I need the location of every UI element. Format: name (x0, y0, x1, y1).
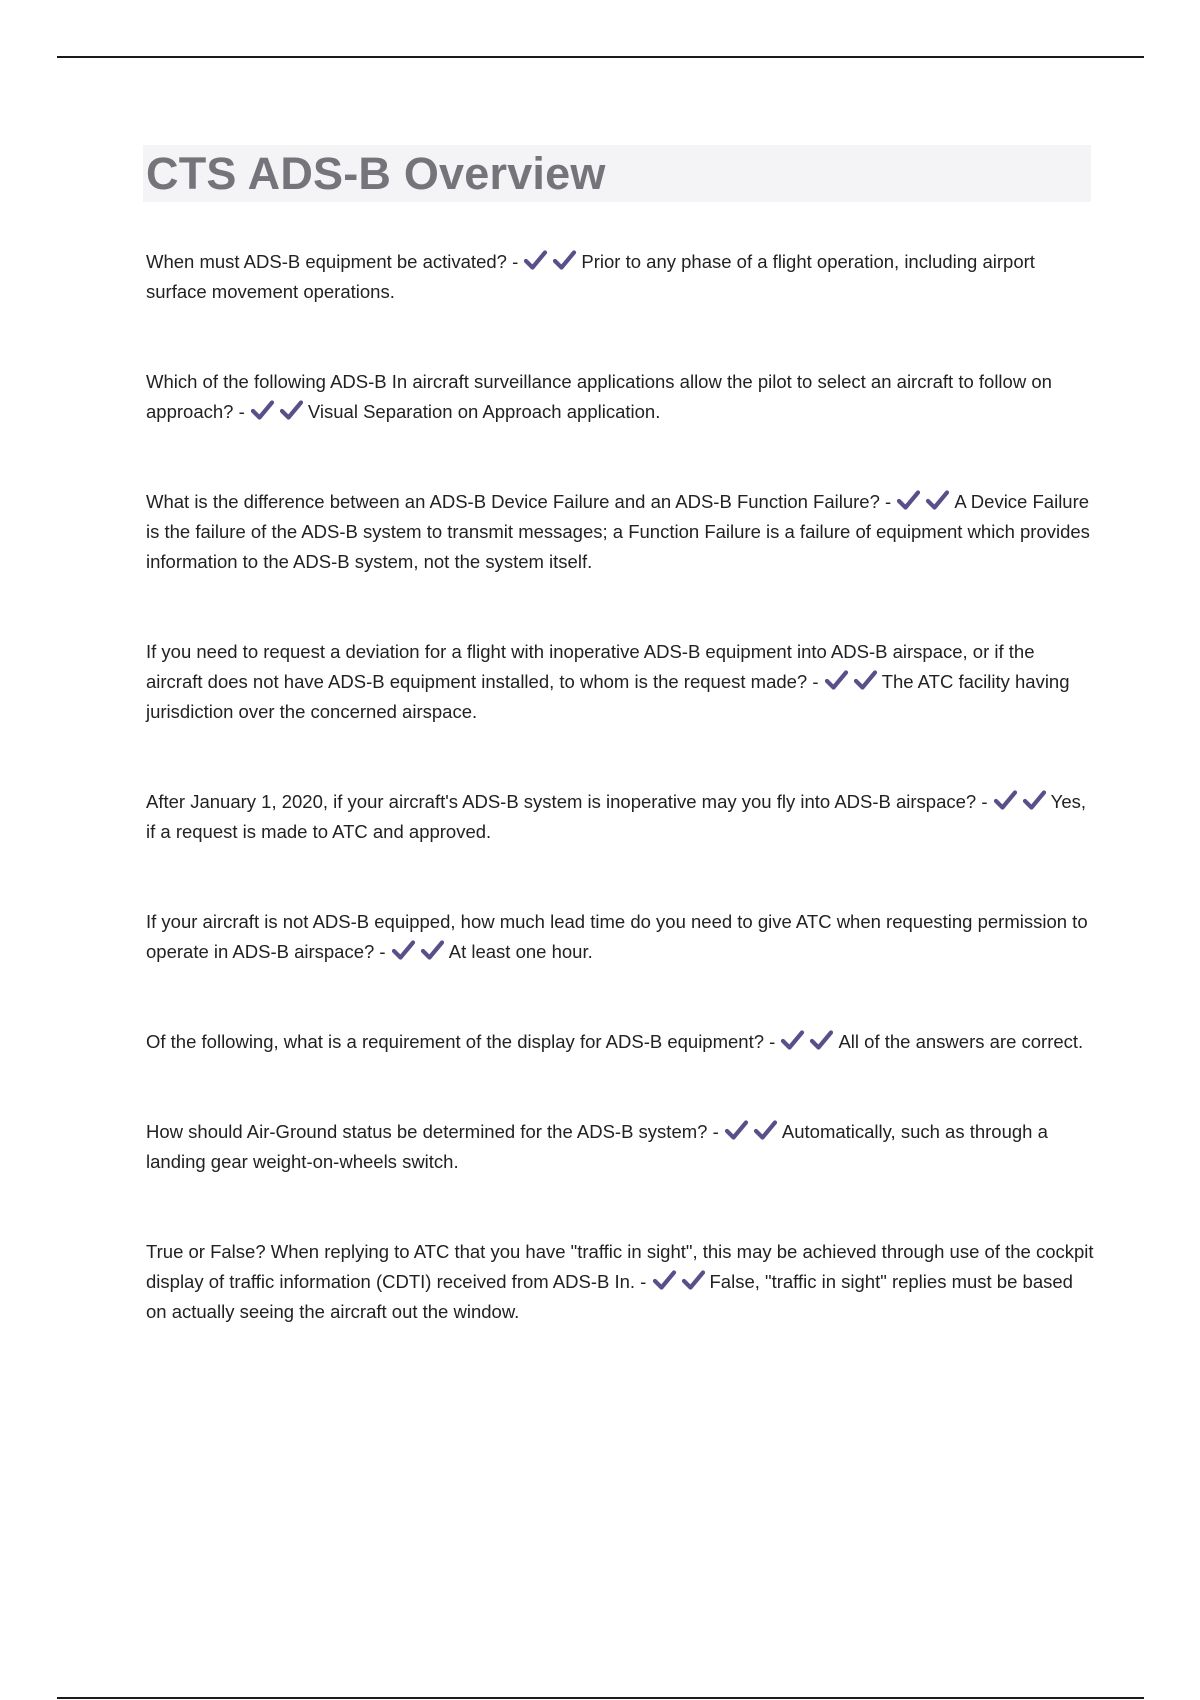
separator: - (879, 491, 897, 512)
check-icons (780, 1031, 838, 1052)
checkmark-icon (853, 669, 878, 691)
question-text: Of the following, what is a requirement of the display for ADS-B equipment? (146, 1031, 765, 1052)
separator: - (374, 941, 391, 962)
qa-item (146, 247, 1096, 307)
top-rule (57, 56, 1144, 58)
question-text: After January 1, 2020, if your aircraft's ADS-B system is inoperative may you fly into ADS-B airspace? (146, 791, 977, 812)
qa-list (146, 247, 1096, 1387)
checkmark-icon (1022, 789, 1047, 811)
answer-text: The ATC facility having jurisdiction over the concerned airspace. (146, 671, 1070, 722)
check-icons (250, 401, 308, 422)
answer-text: All of the answers are correct. (838, 1031, 1084, 1052)
qa-item (146, 367, 1096, 427)
checkmark-icon (420, 939, 445, 961)
question-text: True or False? When replying to ATC that you have "traffic in sight", this may be achieved through use of the cockpit display of traffic information (CDTI) received from ADS-B In. (146, 1241, 1094, 1292)
question-text: If your aircraft is not ADS-B equipped, how much lead time do you need to give ATC when requesting permission to operate in ADS-B airspace? (146, 911, 1088, 962)
question-text: Which of the following ADS-B In aircraft surveillance applications allow the pilot to select an aircraft to follow on approach? (146, 371, 1052, 422)
qa-item (146, 487, 1096, 577)
checkmark-icon (681, 1269, 706, 1291)
checkmark-icon (279, 399, 304, 421)
checkmark-icon (824, 669, 849, 691)
qa-item (146, 1117, 1096, 1177)
page-title: CTS ADS-B Overview (146, 148, 606, 199)
question-text: What is the difference between an ADS-B Device Failure and an ADS-B Function Failure? (146, 491, 880, 512)
title-band (143, 145, 1091, 202)
checkmark-icon (925, 489, 950, 511)
separator: - (635, 1271, 652, 1292)
checkmark-icon (552, 249, 577, 271)
checkmark-icon (809, 1029, 834, 1051)
check-icons (724, 1121, 782, 1142)
separator: - (807, 671, 824, 692)
checkmark-icon (724, 1119, 749, 1141)
check-icons (896, 491, 954, 512)
answer-text: Yes, if a request is made to ATC and approved. (146, 791, 1086, 842)
qa-item (146, 907, 1096, 967)
check-icons (652, 1271, 710, 1292)
bottom-rule (57, 1697, 1144, 1699)
checkmark-icon (523, 249, 548, 271)
check-icons (523, 251, 581, 272)
qa-item (146, 1237, 1096, 1327)
answer-text: Automatically, such as through a landing gear weight-on-wheels switch. (146, 1121, 1048, 1172)
answer-text: At least one hour. (448, 941, 593, 962)
checkmark-icon (896, 489, 921, 511)
separator: - (707, 1121, 724, 1142)
check-icons (993, 791, 1051, 812)
qa-item (146, 1027, 1096, 1057)
question-text: If you need to request a deviation for a flight with inoperative ADS-B equipment into ADS-B airspace, or if the aircraft does not have ADS-B equipment installed, to whom is the request made? (146, 641, 1035, 692)
checkmark-icon (753, 1119, 778, 1141)
separator: - (976, 791, 993, 812)
qa-item (146, 637, 1096, 727)
question-text: When must ADS-B equipment be activated? (146, 251, 507, 272)
checkmark-icon (993, 789, 1018, 811)
qa-item (146, 787, 1096, 847)
question-text: How should Air-Ground status be determined for the ADS-B system? (146, 1121, 708, 1142)
checkmark-icon (250, 399, 275, 421)
check-icons (391, 941, 449, 962)
separator: - (233, 401, 250, 422)
answer-text: Visual Separation on Approach application. (307, 401, 661, 422)
separator: - (764, 1031, 781, 1052)
answer-text: Prior to any phase of a flight operation, including airport surface movement operations. (146, 251, 1035, 302)
check-icons (824, 671, 882, 692)
answer-text: False, "traffic in sight" replies must be based on actually seeing the aircraft out the window. (146, 1271, 1073, 1322)
checkmark-icon (652, 1269, 677, 1291)
separator: - (506, 251, 524, 272)
checkmark-icon (780, 1029, 805, 1051)
checkmark-icon (391, 939, 416, 961)
answer-text: A Device Failure is the failure of the ADS-B system to transmit messages; a Function Failure is a failure of equipment which provides information to the ADS-B system, not the system itself. (146, 491, 1090, 572)
